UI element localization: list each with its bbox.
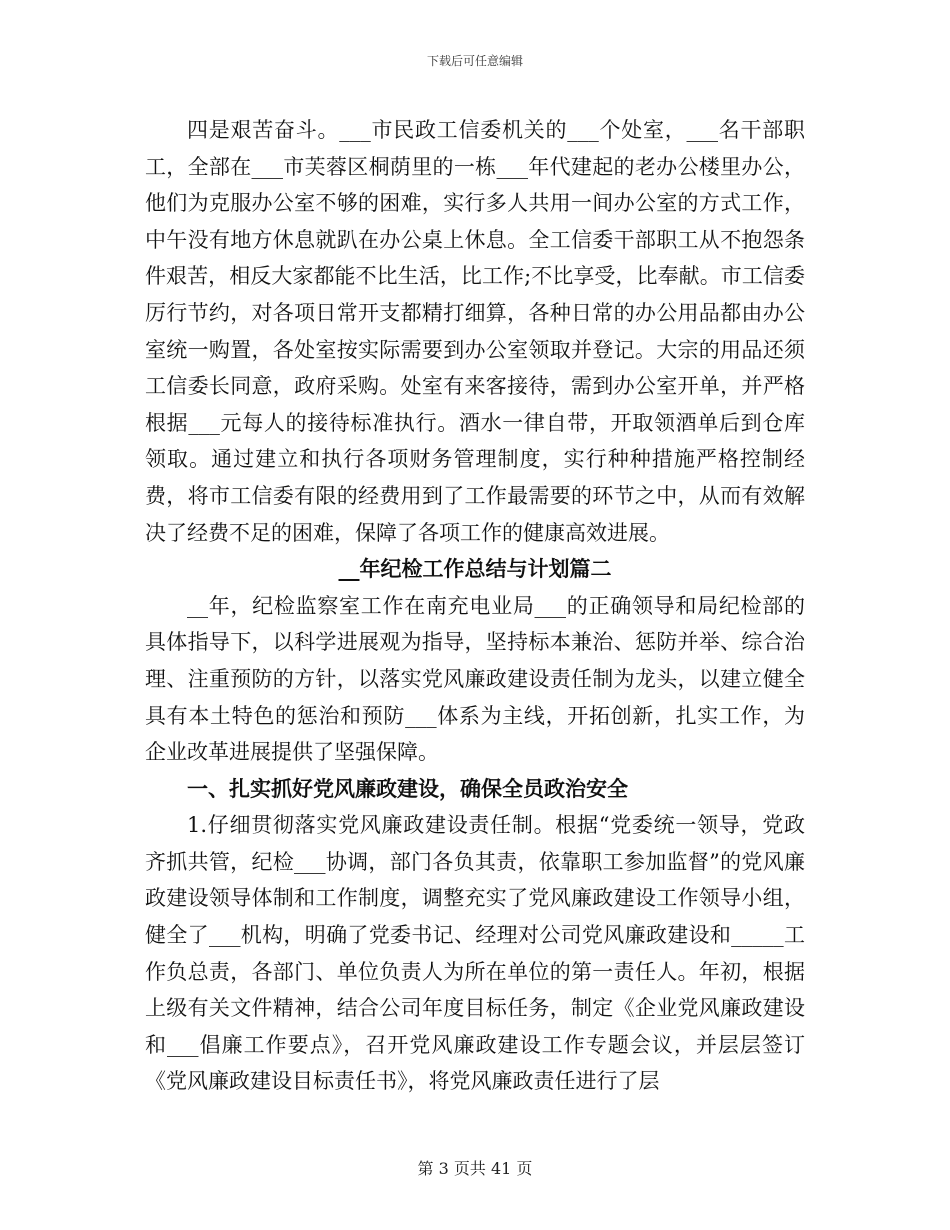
section-title: __年纪检工作总结与计划篇二 xyxy=(338,556,612,582)
paragraph-intro: __年，纪检监察室工作在南充电业局___的正确领导和局纪检部的具体指导下，以科学进展观为指导，坚持标本兼治、惩防并举、综合治理、注重预防的方针，以落实党风廉政建设责任制为龙头，以建立健全具有本土特色的惩治和预防___体系为主线，开拓创新，扎实工作，为企业改革进展提供了坚强保障。 xyxy=(145,593,805,765)
document-body xyxy=(145,112,805,1100)
paragraph-hardship: 四是艰苦奋斗。___市民政工信委机关的___个处室，___名干部职工，全部在___市芙蓉区桐荫里的一栋___年代建起的老办公楼里办公，他们为克服办公室不够的困难，实行多人共用一间办公室的方式工作，中午没有地方休息就趴在办公桌上休息。全工信委干部职工从不抱怨条件艰苦，相反大家都能不比生活，比工作;不比享受，比奉献。市工信委厉行节约，对各项日常开支都精打细算，各种日常的办公用品都由办公室统一购置，各处室按实际需要到办公室领取并登记。大宗的用品还须工信委长同意，政府采购。处室有来客接待，需到办公室开单，并严格根据___元每人的接待标准执行。酒水一律自带，开取领酒单后到仓库领取。通过建立和执行各项财务管理制度，实行种种措施严格控制经费，将市工信委有限的经费用到了工作最需要的环节之中，从而有效解决了经费不足的困难，保障了各项工作的健康高效进展。 xyxy=(145,118,805,545)
page-header: 下载后可任意编辑 xyxy=(426,54,523,68)
paragraph-responsibility: 1.仔细贯彻落实党风廉政建设责任制。根据“党委统一领导，党政齐抓共管，纪检___协调，部门各负其责，依靠职工参加监督”的党风廉政建设领导体制和工作制度，调整充实了党风廉政建设工作领导小组，健全了___机构，明确了党委书记、经理对公司党风廉政建设和_____工作负总责，各部门、单位负责人为所在单位的第一责任人。年初，根据上级有关文件精神，结合公司年度目标任务，制定《企业党风廉政建设和___倡廉工作要点》，召开党风廉政建设工作专题会议，并层层签订《党风廉政建设目标责任书》，将党风廉政责任进行了层 xyxy=(145,813,805,1094)
page-footer: 第 3 页共 41 页 xyxy=(417,1159,533,1178)
section-heading-1: 一、扎实抓好党风廉政建设，确保全员政治安全 xyxy=(187,775,628,801)
